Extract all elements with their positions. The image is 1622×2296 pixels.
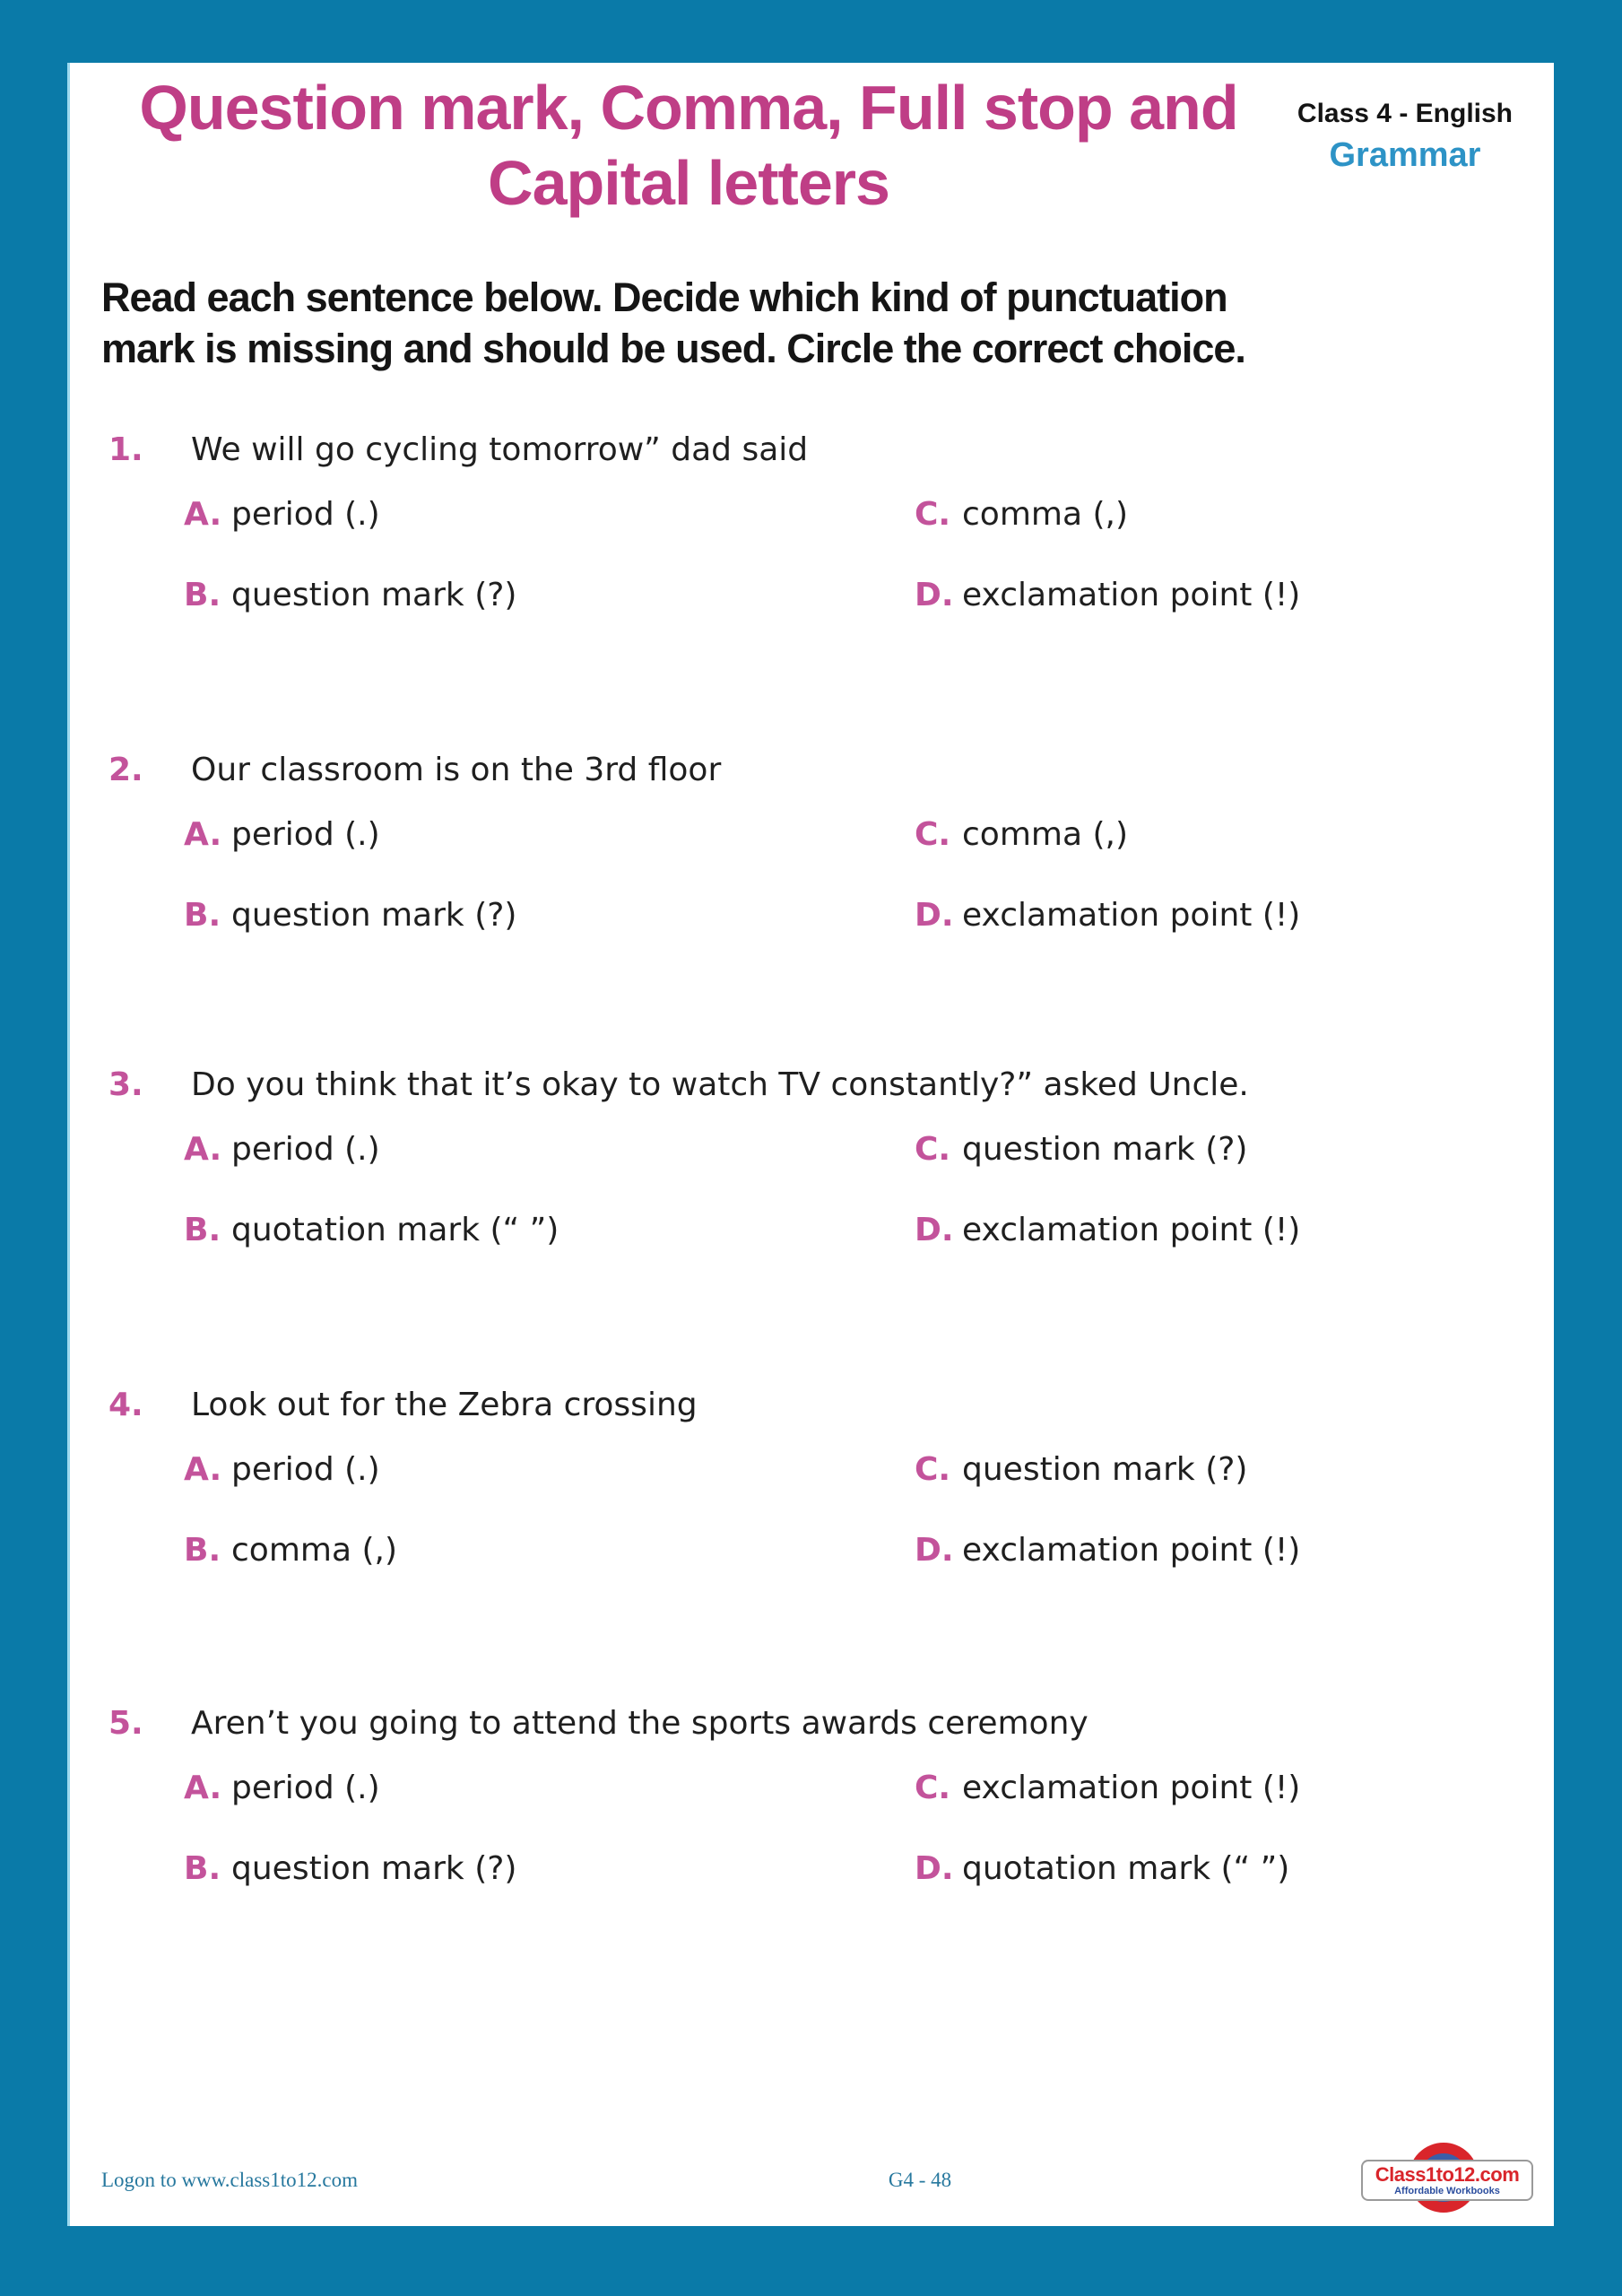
question-5-option-c[interactable]	[915, 1767, 1527, 1810]
options-grid	[108, 1128, 1527, 1252]
question-1-option-d[interactable]	[915, 574, 1527, 617]
instructions-line-1: Read each sentence below. Decide which kind of punctuation	[101, 274, 1227, 320]
option-text: question mark (?)	[231, 897, 517, 934]
question-number: 1.	[108, 431, 143, 468]
page-title	[106, 70, 1271, 221]
subject-label: Grammar	[1329, 136, 1481, 174]
question-4-option-c[interactable]	[915, 1448, 1527, 1492]
footer-logon-link[interactable]: Logon to www.class1to12.com	[101, 2169, 358, 2191]
option-letter: D.	[915, 577, 954, 613]
logo-brand-text: Class1to12.com	[1375, 2163, 1520, 2186]
option-letter: D.	[915, 1532, 954, 1569]
question-5-option-d[interactable]	[915, 1848, 1527, 1891]
option-text: exclamation point (!)	[962, 1212, 1301, 1248]
class-label: Class 4 - English	[1297, 99, 1513, 128]
option-text: comma (,)	[962, 496, 1128, 533]
option-text: period (.)	[231, 1451, 380, 1488]
question-2-option-b[interactable]	[184, 894, 915, 937]
option-text: quotation mark (“ ”)	[231, 1212, 559, 1248]
question-1-option-b[interactable]	[184, 574, 915, 617]
option-letter: A.	[184, 1770, 222, 1806]
question-3	[108, 1064, 1527, 1252]
option-letter: A.	[184, 496, 222, 533]
question-text: Do you think that it’s okay to watch TV constantly?” asked Uncle.	[191, 1066, 1249, 1103]
logo-tagline-text: Affordable Workbooks	[1394, 2186, 1500, 2196]
options-grid	[108, 1767, 1527, 1891]
option-text: comma (,)	[231, 1532, 397, 1569]
question-2-option-a[interactable]	[184, 813, 915, 857]
option-letter: C.	[915, 496, 951, 533]
option-text: period (.)	[231, 496, 380, 533]
option-text: exclamation point (!)	[962, 1532, 1301, 1569]
question-number: 4.	[108, 1387, 143, 1423]
footer-page-code: G4 - 48	[888, 2169, 952, 2191]
question-number: 2.	[108, 752, 143, 788]
question-5-option-a[interactable]	[184, 1767, 915, 1810]
option-letter: D.	[915, 1850, 954, 1887]
option-letter: B.	[184, 1212, 221, 1248]
option-letter: B.	[184, 577, 221, 613]
page-title-line-2: Capital letters	[488, 148, 889, 218]
question-2-option-d[interactable]	[915, 894, 1527, 937]
option-text: exclamation point (!)	[962, 577, 1301, 613]
question-4-option-b[interactable]	[184, 1529, 915, 1572]
question-4-option-d[interactable]	[915, 1529, 1527, 1572]
option-letter: C.	[915, 1451, 951, 1488]
options-grid	[108, 813, 1527, 937]
question-text: Our classroom is on the 3rd floor	[191, 752, 722, 788]
option-text: period (.)	[231, 816, 380, 853]
question-3-option-a[interactable]	[184, 1128, 915, 1171]
question-1-option-c[interactable]	[915, 493, 1527, 536]
option-letter: D.	[915, 897, 954, 934]
question-number: 5.	[108, 1705, 143, 1742]
option-letter: B.	[184, 897, 221, 934]
instructions	[101, 272, 1428, 374]
options-grid	[108, 493, 1527, 617]
brand-logo	[1361, 2143, 1533, 2214]
option-text: question mark (?)	[231, 1850, 517, 1887]
question-number: 3.	[108, 1066, 143, 1103]
question-3-option-d[interactable]	[915, 1209, 1527, 1252]
instructions-line-2: mark is missing and should be used. Circle the correct choice.	[101, 326, 1245, 371]
options-grid	[108, 1448, 1527, 1572]
option-letter: C.	[915, 1131, 951, 1168]
logo-box	[1361, 2160, 1533, 2201]
option-letter: C.	[915, 1770, 951, 1806]
option-letter: D.	[915, 1212, 954, 1248]
header-meta	[1297, 99, 1513, 175]
question-1	[108, 429, 1527, 617]
option-text: period (.)	[231, 1131, 380, 1168]
question-3-option-c[interactable]	[915, 1128, 1527, 1171]
option-text: quotation mark (“ ”)	[962, 1850, 1290, 1887]
option-text: comma (,)	[962, 816, 1128, 853]
option-letter: A.	[184, 1131, 222, 1168]
question-4-option-a[interactable]	[184, 1448, 915, 1492]
question-text: We will go cycling tomorrow” dad said	[191, 431, 809, 468]
question-text: Aren’t you going to attend the sports awards ceremony	[191, 1705, 1089, 1742]
option-letter: B.	[184, 1532, 221, 1569]
option-letter: A.	[184, 816, 222, 853]
worksheet-page	[67, 63, 1554, 2226]
option-text: question mark (?)	[962, 1451, 1248, 1488]
question-text: Look out for the Zebra crossing	[191, 1387, 698, 1423]
question-5-option-b[interactable]	[184, 1848, 915, 1891]
option-text: exclamation point (!)	[962, 897, 1301, 934]
question-5	[108, 1702, 1527, 1891]
question-1-option-a[interactable]	[184, 493, 915, 536]
option-letter: A.	[184, 1451, 222, 1488]
question-3-option-b[interactable]	[184, 1209, 915, 1252]
option-text: question mark (?)	[231, 577, 517, 613]
question-2-option-c[interactable]	[915, 813, 1527, 857]
question-2	[108, 749, 1527, 937]
option-text: period (.)	[231, 1770, 380, 1806]
page-title-line-1: Question mark, Comma, Full stop and	[139, 73, 1238, 143]
question-4	[108, 1384, 1527, 1572]
option-text: exclamation point (!)	[962, 1770, 1301, 1806]
option-letter: C.	[915, 816, 951, 853]
option-letter: B.	[184, 1850, 221, 1887]
option-text: question mark (?)	[962, 1131, 1248, 1168]
